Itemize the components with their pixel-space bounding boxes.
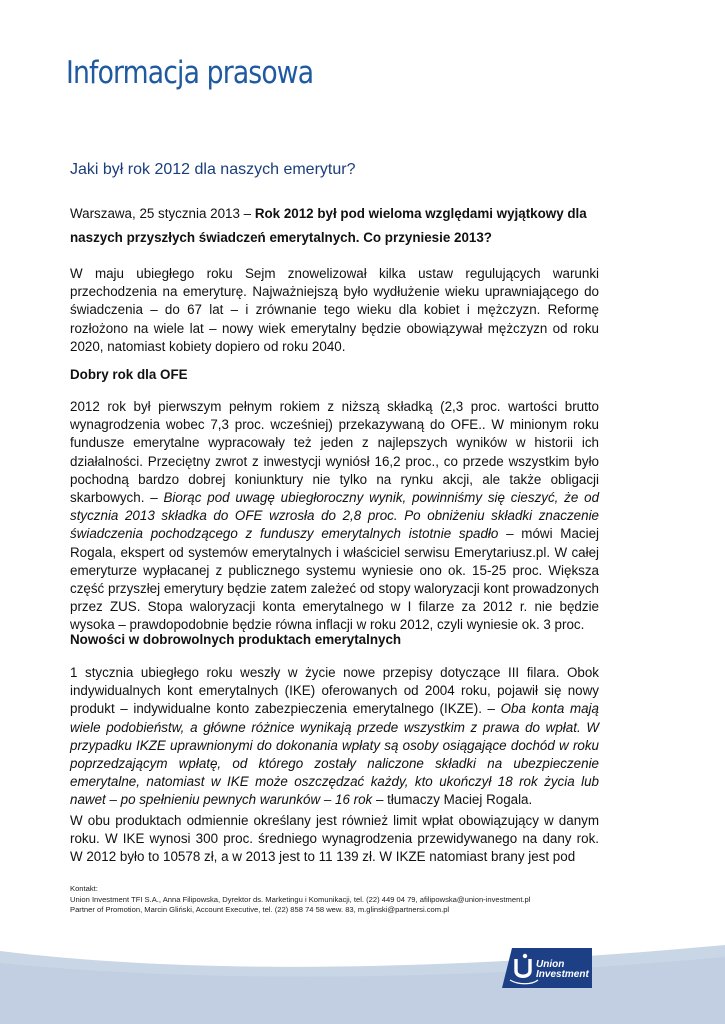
article-title: Jaki był rok 2012 dla naszych emerytur? xyxy=(70,161,356,178)
paragraph-2 xyxy=(70,398,599,635)
logo-wordmark xyxy=(536,960,589,980)
footer-wave-band xyxy=(0,941,725,1024)
lead-place-date: Warszawa, 25 stycznia 2013 – xyxy=(70,206,255,221)
section-heading-nowosci: Nowości w dobrowolnych produktach emerytalnych xyxy=(70,632,402,647)
paragraph-4: W obu produktach odmiennie określany jest również limit wpłat obowiązujący w danym roku. W IKE wynosi 300 proc. średniego wynagrodzenia przewidywanego na dany rok. W 2012 było to 10578 zł, a w 2013 jest to 11 139 zł. W IKZE natomiast brany jest pod xyxy=(70,813,599,865)
press-release-header: Informacja prasowa xyxy=(66,55,314,91)
paragraph-3 xyxy=(70,664,599,810)
contact-label: Kontakt: xyxy=(70,884,98,893)
contact-line-1: Union Investment TFI S.A., Anna Filipowska, Dyrektor ds. Marketingu i Komunikacji, tel. (22) 449 04 79, afilipowska@union-investment.pl xyxy=(70,894,531,904)
paragraph-3-quote: Oba konta mają wiele podobieństw, a główne różnice wynikają przede wszystkim z prawa do wpłat. W przypadku IKZE uprawnionymi do dokonania wpłaty są osoby osiągające dochód w roku poprzedzającym wpłatę, od którego zostały naliczone składki na ubezpieczenie emerytalne, natomiast w IKE może oszczędzać każdy, kto ukończył 18 rok życia lub nawet – po spełnieniu pewnych warunków – 16 rok xyxy=(70,701,599,808)
contact-line-2: Partner of Promotion, Marcin Gliński, Account Executive, tel. (22) 858 74 58 wew. 83, m.glinski@partnersi.com.pl xyxy=(70,905,450,915)
lead-bold-text: Rok 2012 był pod wieloma względami wyjątkowy dla naszych przyszłych świadczeń emerytalnych. Co przyniesie 2013? xyxy=(70,206,587,245)
paragraph-2-text-a: 2012 rok był pierwszym pełnym rokiem z niższą składką (2,3 proc. wartości brutto wynagrodzenia wobec 7,3 proc. wcześniej) przekazywaną do OFE.. W minionym roku fundusze emerytalne wypracowały też jeden z najlepszych wyników w historii ich działalności. Przeciętny zwrot z inwestycji wyniósł 16,2 proc., co przede wszystkim było pochodną bardzo dobrej koniunktury nie tylko na rynku akcji, ale także obligacji skarbowych. – xyxy=(70,399,599,506)
paragraph-2-quote: Biorąc pod uwagę ubiegłoroczny wynik, powinniśmy się cieszyć, że od stycznia 2013 składka do OFE wzrosła do 2,8 proc. Po obniżeniu składki znaczenie świadczenia pochodzącego z funduszy emerytalnych istotnie spadło xyxy=(70,490,600,542)
section-heading-ofe: Dobry rok dla OFE xyxy=(70,367,188,382)
paragraph-1: W maju ubiegłego roku Sejm znowelizował kilka ustaw regulujących warunki przechodzenia na emeryturę. Najważniejszą było wydłużenie wieku uprawniającego do świadczenia – do 67 lat – i zrównanie tego wieku dla kobiet i mężczyzn. Reformę rozłożono na wiele lat – nowy wiek emerytalny będzie obowiązywał mężczyzn od roku 2020, natomiast kobiety dopiero od roku 2040. xyxy=(70,266,599,354)
logo-text-line-1: Union xyxy=(536,959,565,970)
paragraph-2-text-b: – mówi Maciej Rogala, ekspert od systemów emerytalnych i właściciel serwisu Emerytariusz.pl. W całej emeryturze wypłacanej z publicznego systemu wyniesie ono ok. 15-25 proc. Większa część przyszłej emerytury będzie zatem zależeć od stopy waloryzacji kont prowadzonych przez ZUS. Stopa waloryzacji konta emerytalnego w I filarze za 2012 r. nie będzie wysoka – prawdopodobnie będzie równa inflacji w roku 2012, czyli wyniesie ok. 3 proc. xyxy=(70,526,599,633)
paragraph-3-text-a: 1 stycznia ubiegłego roku weszły w życie nowe przepisy dotyczące III filara. Obok indywidualnych kont emerytalnych (IKE) oferowanych od 2004 roku, pojawił się nowy produkt – indywidualne konto zabezpieczenia emerytalnego (IKZE). – xyxy=(70,665,599,717)
paragraph-3-text-b: – tłumaczy Maciej Rogala. xyxy=(372,792,533,808)
logo-text-line-2: Investment xyxy=(536,969,589,980)
lead-paragraph xyxy=(70,202,599,250)
contact-block xyxy=(70,884,530,916)
